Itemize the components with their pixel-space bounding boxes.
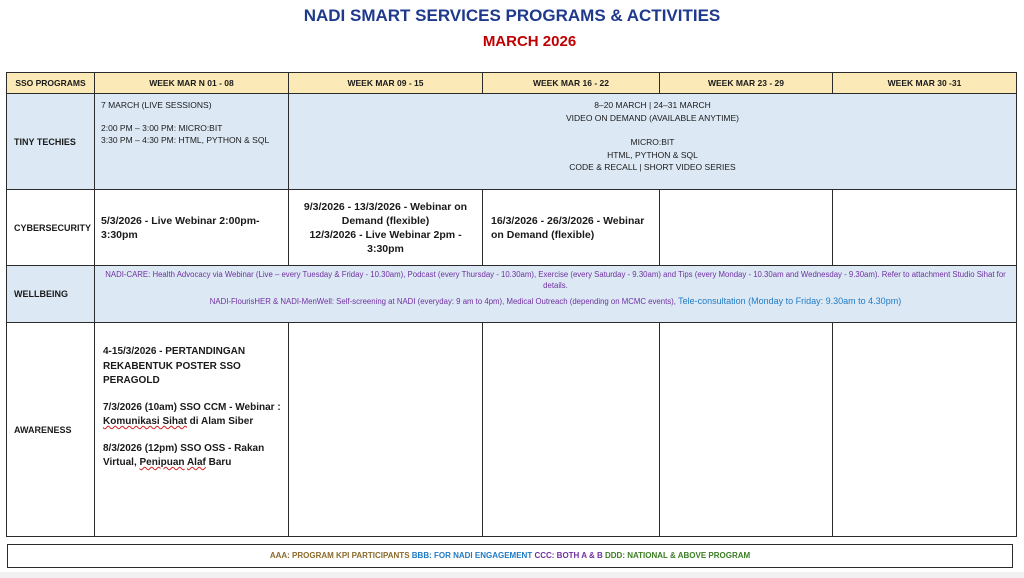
table-row-wellbeing: [7, 266, 1017, 323]
tiny-techies-week1: [95, 94, 289, 190]
legend-bbb: BBB: FOR NADI ENGAGEMENT: [411, 551, 533, 560]
column-header: WEEK MAR 23 - 29: [660, 73, 833, 94]
awareness-item: [103, 401, 282, 430]
wellbeing-line2: [99, 296, 1012, 307]
wellbeing-line2a: NADI-FlourisHER & NADI-MenWell: Self-screening at NADI (everyday: 9 am to 4pm), Medical Outreach (depending on MCMC events),: [209, 297, 676, 306]
tt-line: 3:30 PM – 4:30 PM: HTML, PYTHON & SQL: [101, 135, 270, 145]
tiny-techies-vod: [289, 94, 1017, 190]
table-row-awareness: [7, 323, 1017, 537]
awareness-week3: [483, 323, 660, 537]
wellbeing-content: [95, 266, 1017, 323]
program-label: CYBERSECURITY: [7, 190, 95, 266]
column-header: WEEK MAR 09 - 15: [289, 73, 483, 94]
program-label: TINY TECHIES: [7, 94, 95, 190]
awareness-week5: [833, 323, 1017, 537]
awareness-text: Baru: [205, 457, 232, 468]
wellbeing-teleconsult: Tele-consultation (Monday to Friday: 9.30am to 4.30pm): [678, 296, 902, 306]
awareness-item: 4-15/3/2026 - PERTANDINGAN REKABENTUK POSTER SSO PERAGOLD: [103, 346, 246, 386]
tt-line: HTML, PYTHON & SQL: [607, 149, 698, 160]
awareness-text: Alaf: [186, 457, 206, 468]
column-header: WEEK MAR 30 -31: [833, 73, 1017, 94]
cyber-week5: [833, 190, 1017, 266]
cyber-week2-line1: 9/3/2026 - 13/3/2026 - Webinar on Demand (flexible): [303, 200, 468, 227]
program-label: AWARENESS: [7, 323, 95, 537]
tt-spacer: [101, 111, 282, 122]
column-header: WEEK MAR 16 - 22: [483, 73, 660, 94]
awareness-text: 8/3/2026 (12pm) SSO OSS - Rakan Virtual,: [103, 442, 265, 468]
bottom-strip: [0, 572, 1024, 578]
tt-line: 8–20 MARCH | 24–31 MARCH: [594, 100, 711, 110]
awareness-item: [103, 442, 282, 471]
page-title: NADI SMART SERVICES PROGRAMS & ACTIVITIES: [303, 6, 721, 25]
tt-line: CODE & RECALL | SHORT VIDEO SERIES: [569, 162, 736, 172]
awareness-week4: [660, 323, 833, 537]
table-row-tiny-techies: [7, 94, 1017, 190]
program-label: WELLBEING: [7, 266, 95, 323]
tt-line: 2:00 PM – 3:00 PM: MICRO:BIT: [101, 123, 223, 133]
column-header: WEEK MAR N 01 - 08: [95, 73, 289, 94]
legend-bar: [7, 544, 1013, 568]
header-row: [7, 73, 1017, 94]
cyber-week3: 16/3/2026 - 26/3/2026 - Webinar on Demand (flexible): [483, 190, 660, 266]
wellbeing-line1: NADI-CARE: Health Advocacy via Webinar (Live – every Tuesday & Friday - 10.30am), Podcast (every Thursday - 10.30am), Exercise (every Saturday - 9.30am) and Tips (every Monday - 10.30am and Wednesday - 9.30am). Refer to attachment Studio Sihat for details.: [105, 270, 1006, 290]
tt-line: MICRO:BIT: [630, 137, 675, 147]
awareness-text: Komunikasi Sihat: [103, 416, 187, 427]
legend-aaa: AAA: PROGRAM KPI PARTICIPANTS: [269, 551, 410, 560]
tt-line: VIDEO ON DEMAND (AVAILABLE ANYTIME): [565, 112, 740, 123]
awareness-week1: [95, 323, 289, 537]
awareness-text: Penipuan: [139, 457, 185, 468]
awareness-text: di Alam Siber: [186, 416, 254, 427]
schedule-table: [6, 72, 1017, 537]
cyber-week2-line2: 12/3/2026 - Live Webinar 2pm - 3:30pm: [309, 228, 462, 255]
tt-spacer: [289, 124, 1016, 136]
tt-line: 7 MARCH (LIVE SESSIONS): [101, 100, 212, 110]
cyber-week1: 5/3/2026 - Live Webinar 2:00pm-3:30pm: [95, 190, 289, 266]
awareness-week2: [289, 323, 483, 537]
legend-ccc: CCC: BOTH A & B: [534, 551, 603, 560]
table-row-cybersecurity: [7, 190, 1017, 266]
awareness-text: 7/3/2026 (10am) SSO CCM - Webinar :: [103, 401, 281, 413]
cyber-week4: [660, 190, 833, 266]
page-subtitle: MARCH 2026: [482, 33, 577, 50]
column-header: SSO PROGRAMS: [7, 73, 95, 94]
cyber-week2: [289, 190, 483, 266]
legend-ddd: DDD: NATIONAL & ABOVE PROGRAM: [604, 551, 751, 560]
